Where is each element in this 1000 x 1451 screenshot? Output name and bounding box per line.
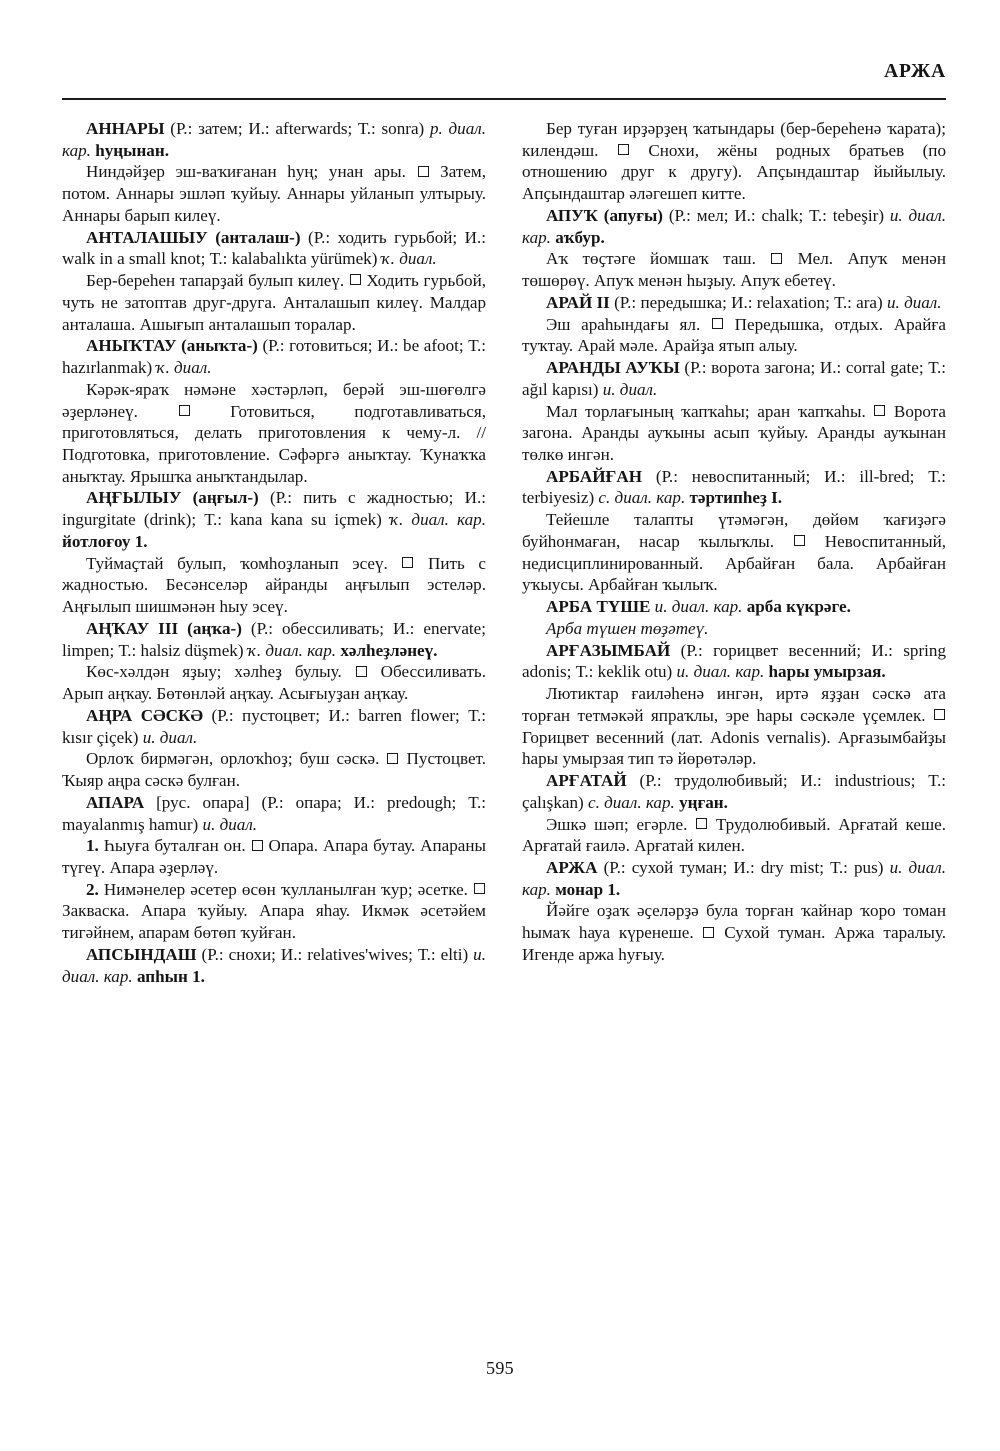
sense-separator-icon [771, 253, 782, 264]
definition-text: Бер туған ирҙәрҙең ҡатындары (бер-береһенә ҡарата); килендәш. Снохи, жёны родных братьев (по отношению друг к другу). Апҫындаштар йыйылыу. Апҫындаштар әләгешеп китте. [522, 119, 946, 204]
entry-gloss: (Р.: опара; И.: predough; Т.: mayalanmış hamur) [62, 792, 486, 834]
headword: АРАНДЫ АУҠЫ [546, 358, 680, 378]
entry-definition [522, 814, 946, 857]
entry-definition [62, 161, 486, 226]
entry-xref: монар 1. [550, 879, 621, 899]
body-columns [62, 118, 946, 1323]
entry-definition [522, 618, 946, 640]
dictionary-entry [522, 770, 946, 813]
entry-gloss: (Р.: ходить гурьбой; И.: walk in a small knot; Т.: kalabalıkta yürümek) [62, 227, 486, 269]
sense-separator-icon [934, 709, 945, 720]
dictionary-entry [62, 487, 486, 552]
entry-definition [522, 683, 946, 770]
dictionary-entry [62, 335, 486, 378]
definition-text: Ниндәйҙер эш-ваҡиғанан һуң; унан ары. Затем, потом. Аннары эшләп ҡуйыу. Аннары уйланып ултырыу. Аннары барып килеү. [62, 162, 486, 225]
entry-sense [62, 879, 486, 944]
entry-definition [62, 270, 486, 335]
entry-definition [62, 553, 486, 618]
dictionary-entry [522, 857, 946, 900]
sense-separator-icon [874, 405, 885, 416]
headword: АПСЫНДАШ [86, 944, 197, 964]
dictionary-entry [62, 944, 486, 987]
definition-text: Йәйге оҙаҡ әҫеләрҙә була торған ҡайнар ҡоро томан һымаҡ һауа күренеше. Сухой туман. Аржа таралыу. Игенде аржа һуғыу. [522, 901, 946, 964]
entry-xref: тәртипһеҙ I. [685, 488, 783, 508]
sense-separator-icon [474, 883, 485, 894]
headword: АҢРА СӘСКӘ [86, 705, 204, 725]
entry-pos: и. диал. кар. [650, 597, 743, 617]
entry-pos: и. диал. кар. [522, 205, 946, 247]
dictionary-entry [522, 357, 946, 400]
headword-root: (аңҡа-) [178, 618, 242, 638]
dictionary-entry [522, 466, 946, 509]
column-right [522, 118, 946, 1323]
definition-text: Тейешле талапты үтәмәгән, дөйөм ҡағиҙәгә буйһонмаған, насар ҡылыҡлы. Невоспитанный, недисциплинированный. Арбайған бала. Арбайған уҡыусы. Арбайған ҡылыҡ. [522, 510, 946, 595]
dictionary-entry [62, 705, 486, 748]
headword: АРАЙ II [546, 292, 610, 312]
entry-definition [62, 748, 486, 791]
entry-definition [522, 401, 946, 466]
definition-text: Орлоҡ бирмәгән, орлоҡһоҙ; буш сәскә. Пустоцвет. Ҡыяр аңра сәскә булған. [62, 749, 486, 791]
definition-text: Лютиктар ғаиләһенә ингән, иртә яҙҙан сәскә ата торған тетмәкәй япраҡлы, эре һары сәскәле үҫемлек. Горицвет весенний (лат. Adonis vernalis). Арғазымбайҙы һары умырзая тип тә йөрөтәләр. [522, 684, 946, 769]
headword: АҢҠАУ III [86, 618, 179, 638]
headword: АРЖА [546, 857, 598, 877]
entry-sense [62, 835, 486, 878]
entry-gloss: (Р.: ворота загона; И.: corral gate; Т.: ağıl kapısı) [522, 358, 946, 399]
entry-xref: һуңынан. [90, 140, 169, 160]
sense-separator-icon [252, 840, 263, 851]
entry-gloss: (Р.: сухой туман; И.: dry mist; Т.: pus) [597, 857, 890, 877]
entry-gloss: (Р.: невоспитанный; И.: ill-bred; Т.: terbiyesiz) [522, 466, 946, 508]
headword: АПУҠ [546, 205, 598, 225]
entry-pos: ҡ. диал. [156, 358, 212, 378]
entry-pos: ҡ. диал. [381, 249, 437, 269]
definition-text: Аҡ төҫтәге йомшаҡ таш. Мел. Апуҡ менән төшөрөү. Апуҡ менән һыҙыу. Апуҡ ебетеү. [522, 249, 946, 291]
sense-separator-icon [402, 557, 413, 568]
entry-pos: с. диал. кар. [587, 792, 675, 812]
sense-separator-icon [418, 166, 429, 177]
dictionary-entry [62, 792, 486, 835]
headword: АРБАЙҒАН [546, 466, 643, 486]
entry-gloss: (Р.: трудолюбивый; И.: industrious; Т.: çalışkan) [522, 771, 946, 812]
entry-definition [522, 248, 946, 291]
entry-pos: и. диал. [602, 379, 658, 399]
sense-text: 2. Нимәнелер әсетер өсөн ҡулланылған ҡур; әсетке. Закваска. Апара ҡуйыу. Апара яһау. Икмәк әсетәйем тигәйнем, апарам бөтөп ҡуйған. [62, 879, 486, 943]
definition-text: Көс-хәлдән яҙыу; хәлһеҙ булыу. Обессиливать. Арып аңҡау. Бөтөнләй аңҡау. Асығыуҙан аңҡау. [62, 662, 486, 704]
headword: АНТАЛАШЫУ [86, 227, 208, 247]
dictionary-entry [522, 292, 946, 314]
dictionary-entry [62, 618, 486, 661]
entry-gloss: (Р.: пить с жадностью; И.: ingurgitate (drink); Т.: kana kana su içmek) [62, 488, 486, 530]
definition-text: Бер-береһен тапарҙай булып килеү. Ходить гурьбой, чуть не затоптав друг-друга. Анталашып килеү. Малдар анталаша. Ашығып анталашып торалар. [62, 271, 487, 334]
headword-root: (аңғыл-) [181, 488, 259, 508]
entry-definition [522, 314, 946, 357]
sense-separator-icon [356, 666, 367, 677]
sense-separator-icon [712, 318, 723, 329]
sense-separator-icon [179, 405, 190, 416]
entry-pos: с. диал. кар. [598, 488, 686, 508]
entry-gloss: (Р.: снохи; И.: relatives'wives; Т.: elti) [196, 944, 474, 964]
entry-xref: хәлһеҙләнеү. [336, 640, 438, 660]
entry-xref: йотлоғоу 1. [62, 531, 148, 551]
entry-definition [62, 661, 486, 704]
entry-pos: и. диал. [202, 814, 258, 834]
entry-pos: р. диал. кар. [62, 119, 486, 160]
headword-root: (анталаш-) [207, 227, 301, 247]
sense-separator-icon [794, 535, 805, 546]
definition-text: Туймаҫтай булып, ҡомһоҙланып эсеү. Пить с жадностью. Бесәнселәр айранды аңғылып эстеләр. Аңғылып шишмәнән һыу эсеү. [62, 553, 486, 617]
entry-pos: и. диал. кар. [522, 857, 946, 899]
headword-root: (апуғы) [597, 205, 663, 225]
sense-number: 1. [86, 836, 104, 856]
entry-gloss: (Р.: обессиливать; И.: enervate; limpen; Т.: halsiz düşmek) [62, 618, 487, 660]
entry-xref: апһын 1. [132, 966, 205, 986]
dictionary-entry [62, 118, 486, 161]
running-head [62, 62, 946, 88]
sense-separator-icon [387, 753, 398, 764]
entry-definition [522, 118, 946, 205]
entry-xref: аҡбур. [550, 227, 605, 247]
headword: АПАРА [86, 792, 145, 812]
dictionary-entry [62, 227, 486, 270]
definition-text: Эш араһындағы ял. Передышка, отдых. Арайға туҡтау. Арай мәле. Арайҙа ятып алыу. [522, 314, 946, 356]
entry-gloss: (Р.: пустоцвет; И.: barren flower; Т.: kısır çiçek) [62, 705, 487, 747]
entry-gloss: (Р.: готовиться; И.: be afoot; Т.: hazırlanmak) [62, 336, 486, 378]
headword: АРҒАЗЫМБАЙ [546, 640, 671, 660]
definition-text: Кәрәк-яраҡ нәмәне хәстәрләп, берәй эш-шөғөлгә әҙерләнеү. Готовиться, подготавливаться, приготовляться, делать приготовления к чему-л. // Подготовка, приготовление. Сәфәргә аныҡтау. Ҡунаҡҡа аныҡтау. Ярышҡа аныҡтандылар. [62, 379, 486, 486]
definition-text: Эшкә шәп; егәрле. Трудолюбивый. Арғатай кеше. Арғатай ғаилә. Арғатай килен. [522, 814, 947, 856]
entry-gloss: (Р.: передышка; И.: relaxation; Т.: ara) [609, 292, 887, 312]
entry-definition [62, 379, 486, 488]
sense-separator-icon [618, 144, 629, 155]
page-number: 595 [486, 1358, 514, 1378]
dictionary-entry [522, 205, 946, 248]
entry-pos: ҡ. диал. кар. [247, 640, 337, 660]
entry-gloss: (Р.: затем; И.: afterwards; Т.: sonra) [164, 119, 430, 138]
entry-pos: и. диал. кар. [676, 662, 765, 682]
entry-definition [522, 900, 946, 965]
entry-xref: уңған. [674, 792, 728, 812]
headword: АРБА ТҮШЕ [546, 597, 651, 617]
headword: АРҒАТАЙ [546, 771, 627, 791]
entry-pos: и. диал. [886, 292, 942, 312]
sense-text: 1. Һыуға буталған он. Опара. Апара бутау. Апараны түгеү. Апара әҙерләү. [62, 836, 486, 877]
entry-gloss: (Р.: горицвет весенний; И.: spring adonis; Т.: keklik otu) [522, 640, 946, 682]
etymology-bracket: [рус. опара] [144, 792, 250, 812]
column-left [62, 118, 486, 1323]
sense-number: 2. [86, 879, 104, 899]
entry-xref: арба күкрәге. [742, 597, 851, 617]
sense-separator-icon [703, 927, 714, 938]
sense-separator-icon [696, 818, 707, 829]
headword: АҢҒЫЛЫУ [86, 488, 182, 508]
definition-text: Арба түшен төҙәтеү. [546, 618, 709, 638]
entry-pos: и. диал. [142, 727, 198, 747]
entry-pos: и. диал. кар. [62, 944, 486, 986]
definition-text: Мал торлағының ҡапҡаһы; аран ҡапҡаһы. Ворота загона. Аранды ауҡыны асып ҡуйыу. Аранды ауҡынан төлкө ингән. [522, 401, 946, 465]
dictionary-entry [522, 596, 946, 618]
entry-definition [522, 509, 946, 596]
headword-root: (аныҡта-) [176, 336, 258, 356]
headword: АНЫҠТАУ [86, 336, 177, 356]
header-rule [62, 98, 946, 100]
dictionary-entry [522, 640, 946, 683]
entry-gloss: (Р.: мел; И.: chalk; Т.: tebeşir) [663, 205, 890, 225]
entry-pos: ҡ. диал. кар. [389, 510, 486, 530]
running-head-text: АРЖА [884, 61, 946, 82]
entry-xref: һары умырзая. [764, 662, 886, 682]
sense-separator-icon [350, 274, 361, 285]
headword: АННАРЫ [86, 119, 165, 138]
